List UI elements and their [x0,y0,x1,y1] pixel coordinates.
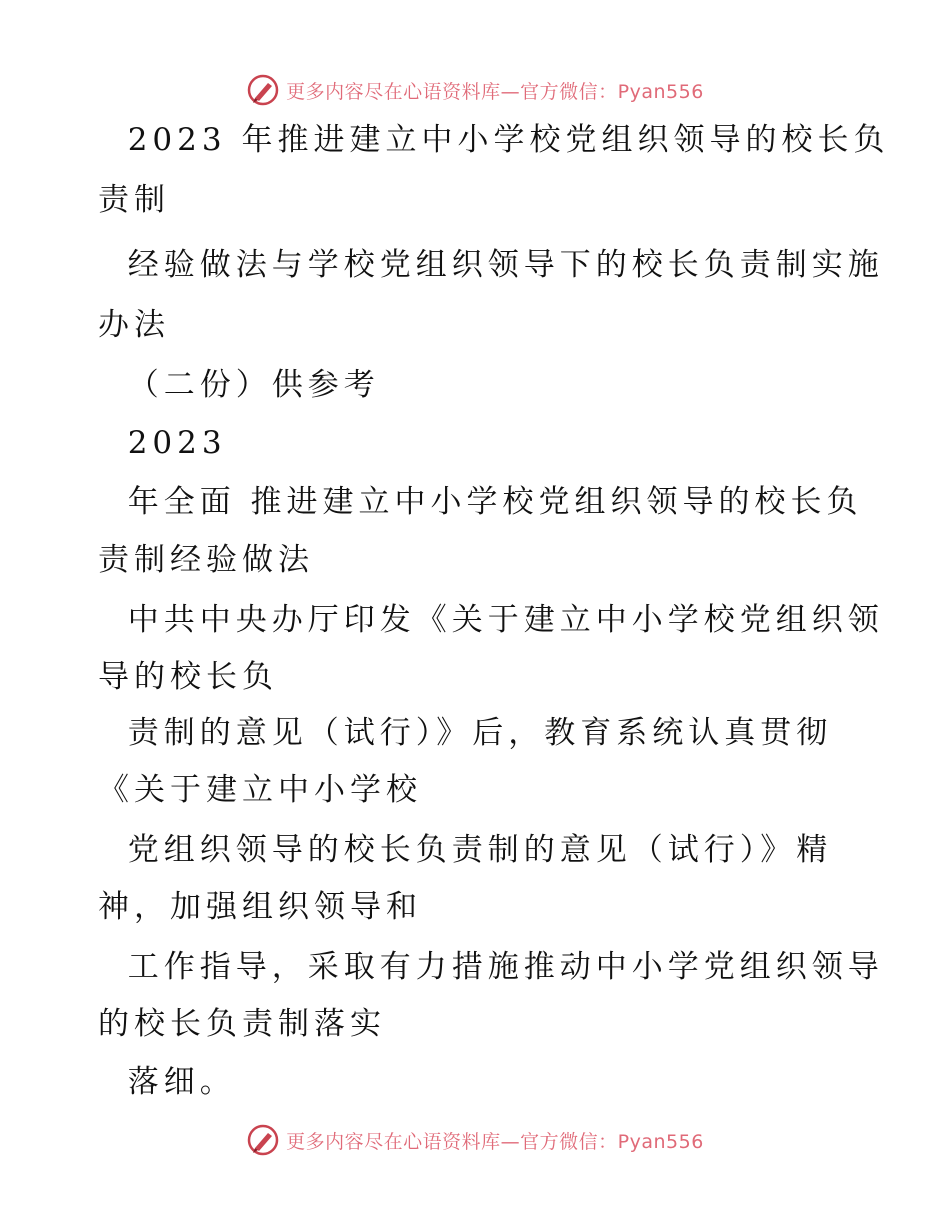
text-line: 导的校长负 [98,659,278,695]
watermark-text: 更多内容尽在心语资料库—官方微信：Pyan556 [286,1130,704,1153]
text-line: 《关于建立中小学校 [98,772,422,808]
text-line: 责制经验做法 [98,542,314,578]
text-line: 年全面 推进建立中小学校党组织领导的校长负 [98,484,863,520]
text-line: 责制的意见（试行）》后，教育系统认真贯彻 [98,715,833,751]
text-line: 责制 [98,182,170,218]
text-line: 工作指导，采取有力措施推动中小学党组织领导 [98,949,884,985]
text-line: 党组织领导的校长负责制的意见（试行）》精 [98,832,833,868]
text-line: 的校长负责制落实 [98,1006,386,1042]
text-line: 落细。 [98,1064,236,1100]
text-line: 2023 年推进建立中小学校党组织领导的校长负 [98,122,890,158]
text-line: 办法 [98,307,170,343]
watermark-text: 更多内容尽在心语资料库—官方微信：Pyan556 [286,80,704,103]
pen-logo-icon [246,73,280,107]
pen-logo-icon [246,1123,280,1157]
footer-watermark-banner [0,1120,950,1160]
text-line: （二份）供参考 [98,367,380,403]
text-line: 神，加强组织领导和 [98,889,422,925]
text-line: 2023 [98,425,227,461]
header-watermark-banner [0,70,950,110]
text-line: 经验做法与学校党组织领导下的校长负责制实施 [98,247,884,283]
text-line: 中共中央办厅印发《关于建立中小学校党组织领 [98,602,884,638]
